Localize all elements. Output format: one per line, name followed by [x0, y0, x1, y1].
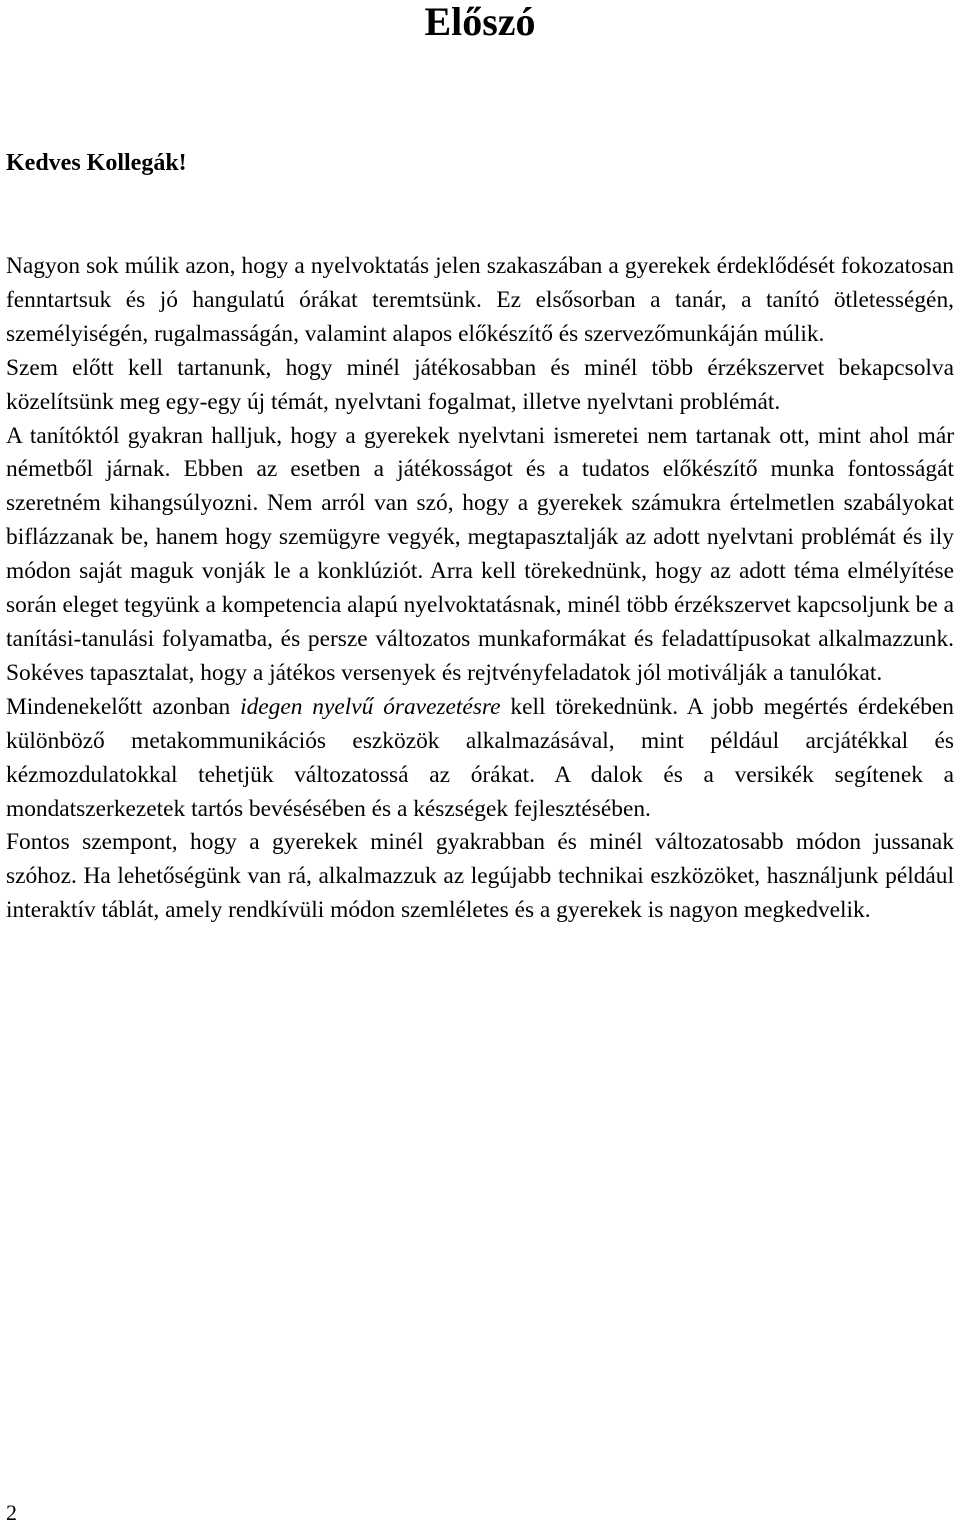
paragraph-4-emphasis: idegen nyelvű óravezetésre: [240, 693, 501, 720]
paragraph-5: Fontos szempont, hogy a gyerekek minél gyakrabban és minél változatosabb módon jussanak szóhoz. Ha lehetőségünk van rá, alkalmazzuk az legújabb technikai eszközöket, használjunk például interaktív táblát, amely rendkívüli módon szemléletes és a gyerekek is nagyon megkedvelik.: [6, 829, 954, 924]
paragraph-4-end: kell törekednünk. A jobb megértés érdekében különböző metakommunikációs eszközök alkalmazásával, mint például arcjátékkal és kézmozdulatokkal tehetjük változatossá az órákat. A dalok és a versikék segítenek a mondatszerkezetek tartós bevésésében és a készségek fejlesztésében.: [6, 693, 954, 822]
paragraph-2: Szem előtt kell tartanunk, hogy minél játékosabban és minél több érzékszervet bekapcsolva közelítsünk meg egy-egy új témát, nyelvtani fogalmat, illetve nyelvtani problémát.: [6, 354, 954, 415]
body-text: [6, 250, 954, 928]
paragraph-4-start: Mindenekelőtt azonban: [6, 693, 241, 720]
paragraph-4: [6, 691, 954, 827]
greeting-heading: Kedves Kollegák!: [6, 150, 187, 176]
page-number: 2: [6, 1500, 17, 1525]
page-title: Előszó: [424, 0, 536, 44]
paragraph-3: A tanítóktól gyakran halljuk, hogy a gyerekek nyelvtani ismeretei nem tartanak ott, mint ahol már németből járnak. Ebben az esetben a játékosságot és a tudatos előkészítő munka fontosságát szeretném kihangsúlyozni. Nem arról van szó, hogy a gyerekek számukra értelmetlen szabályokat biflázzanak be, hanem hogy szemügyre vegyék, megtapasztalják az adott nyelvtani problémát és ily módon saját maguk vonják le a konklúziót. Arra kell törekednünk, hogy az adott téma elmélyítése során eleget tegyünk a kompetencia alapú nyelvoktatásnak, minél több érzékszervet kapcsoljunk be a tanítási-tanulási folyamatba, és persze változatos munkaformákat és feladattípusokat alkalmazzunk. Sokéves tapasztalat, hogy a játékos versenyek és rejtvényfeladatok jól motiválják a tanulókat.: [6, 422, 954, 686]
paragraph-1: Nagyon sok múlik azon, hogy a nyelvoktatás jelen szakaszában a gyerekek érdeklődését fokozatosan fenntartsuk és jó hangulatú órákat teremtsünk. Ez elsősorban a tanár, a tanító ötletességén, személyiségén, rugalmasságán, valamint alapos előkészítő és szervezőmunkáján múlik.: [6, 253, 954, 347]
